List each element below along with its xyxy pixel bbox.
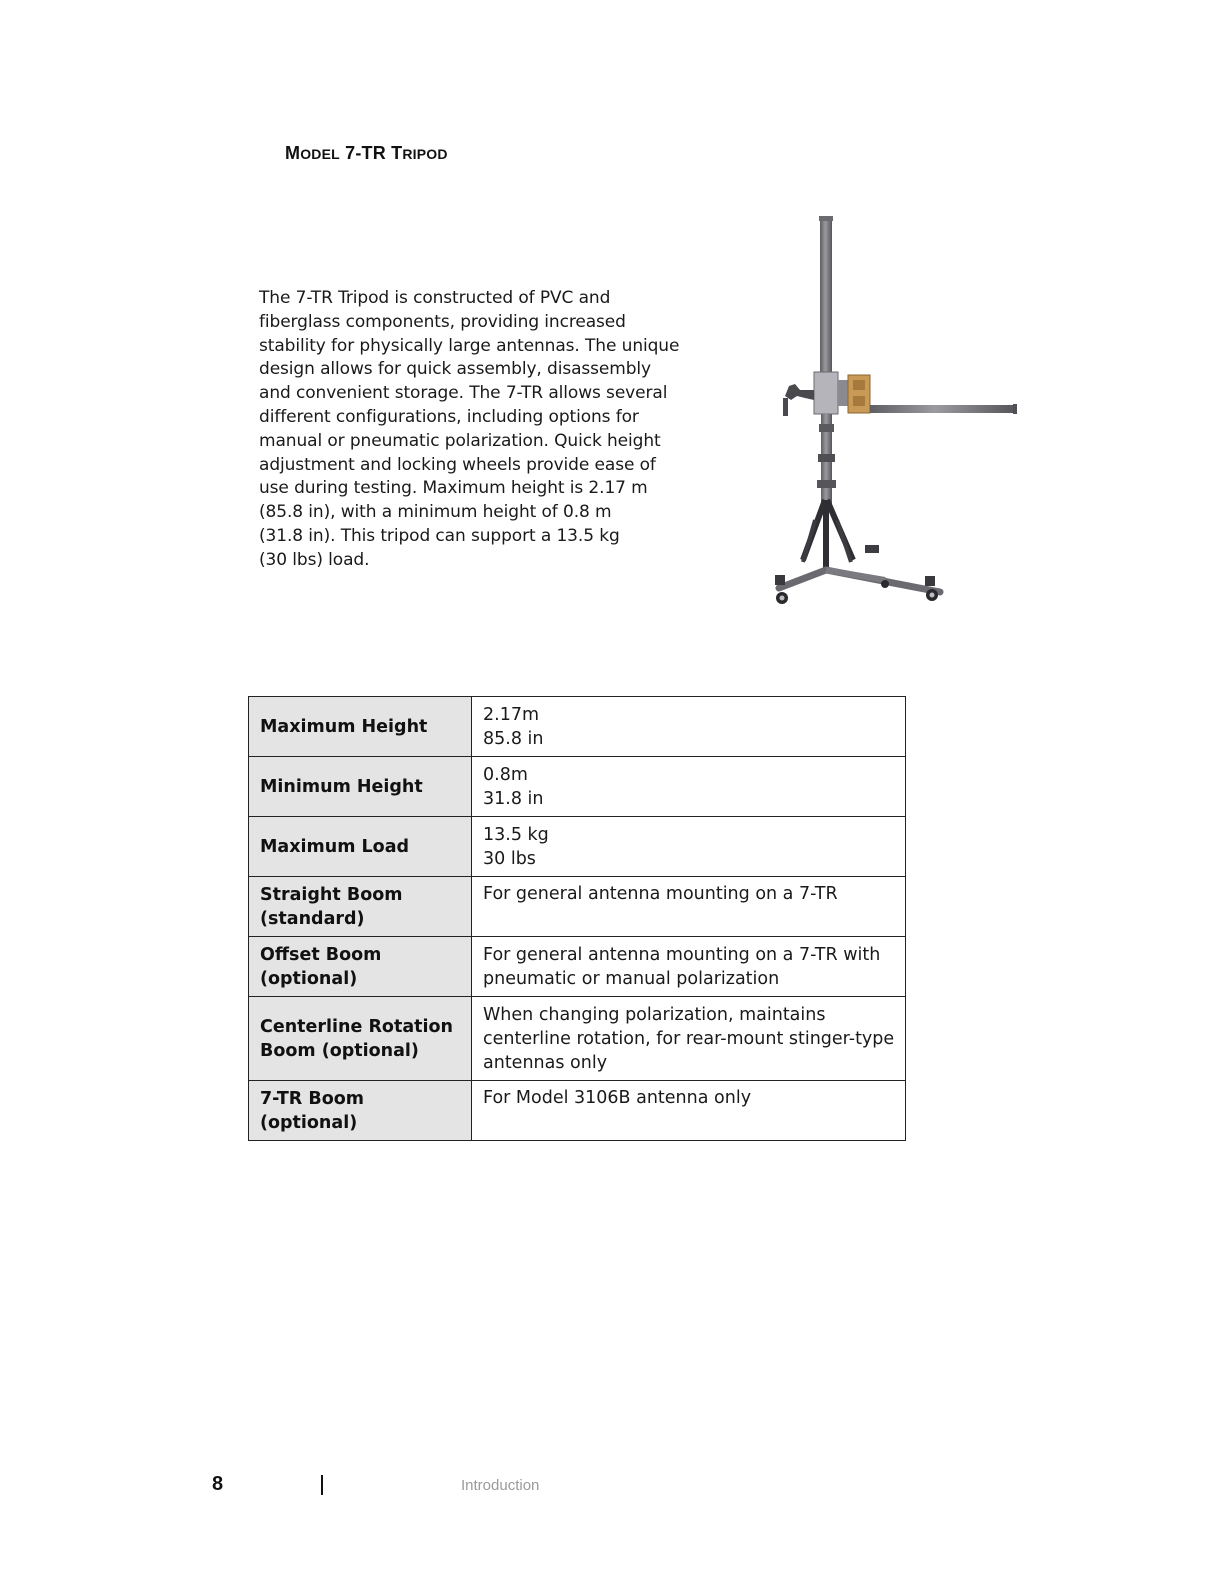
intro-paragraph	[259, 287, 699, 573]
intro-line: fiberglass components, providing increased	[259, 311, 626, 332]
spec-value: 0.8m 31.8 in	[472, 757, 906, 817]
intro-line: (30 lbs) load.	[259, 549, 370, 570]
spec-label: Offset Boom (optional)	[249, 937, 472, 997]
spec-label: 7-TR Boom (optional)	[249, 1081, 472, 1141]
table-row	[249, 877, 906, 937]
spec-value: For general antenna mounting on a 7-TR	[472, 877, 906, 937]
table-row	[249, 937, 906, 997]
footer-section-label: Introduction	[461, 1477, 540, 1494]
intro-line: design allows for quick assembly, disassembly	[259, 359, 652, 380]
spec-label: Minimum Height	[249, 757, 472, 817]
table-row	[249, 697, 906, 757]
intro-line: different configurations, including options for	[259, 406, 639, 427]
table-row	[249, 1081, 906, 1141]
intro-line: (31.8 in). This tripod can support a 13.5 kg	[259, 525, 620, 546]
spec-label: Straight Boom (standard)	[249, 877, 472, 937]
spec-value: For Model 3106B antenna only	[472, 1081, 906, 1141]
spec-value: 13.5 kg 30 lbs	[472, 817, 906, 877]
table-row	[249, 997, 906, 1081]
spec-value: For general antenna mounting on a 7-TR with pneumatic or manual polarization	[472, 937, 906, 997]
spec-label: Centerline Rotation Boom (optional)	[249, 997, 472, 1081]
footer-divider	[321, 1475, 323, 1495]
spec-value: 2.17m 85.8 in	[472, 697, 906, 757]
spec-label: Maximum Load	[249, 817, 472, 877]
spec-value: When changing polarization, maintains centerline rotation, for rear-mount stinger-type antennas only	[472, 997, 906, 1081]
intro-line: stability for physically large antennas. The unique	[259, 335, 680, 356]
page-number: 8	[212, 1473, 224, 1495]
intro-line: The 7-TR Tripod is constructed of PVC and	[259, 288, 611, 308]
specs-table	[248, 696, 906, 1141]
intro-line: adjustment and locking wheels provide ease of	[259, 454, 656, 475]
tripod-photo	[745, 200, 1045, 620]
intro-line: manual or pneumatic polarization. Quick height	[259, 430, 661, 451]
table-row	[249, 817, 906, 877]
intro-line: and convenient storage. The 7-TR allows several	[259, 383, 668, 404]
spec-label: Maximum Height	[249, 697, 472, 757]
intro-line: use during testing. Maximum height is 2.17 m	[259, 478, 648, 499]
table-row	[249, 757, 906, 817]
intro-line: (85.8 in), with a minimum height of 0.8 m	[259, 502, 612, 523]
page-heading: MODEL 7-TR TRIPOD	[285, 143, 448, 163]
